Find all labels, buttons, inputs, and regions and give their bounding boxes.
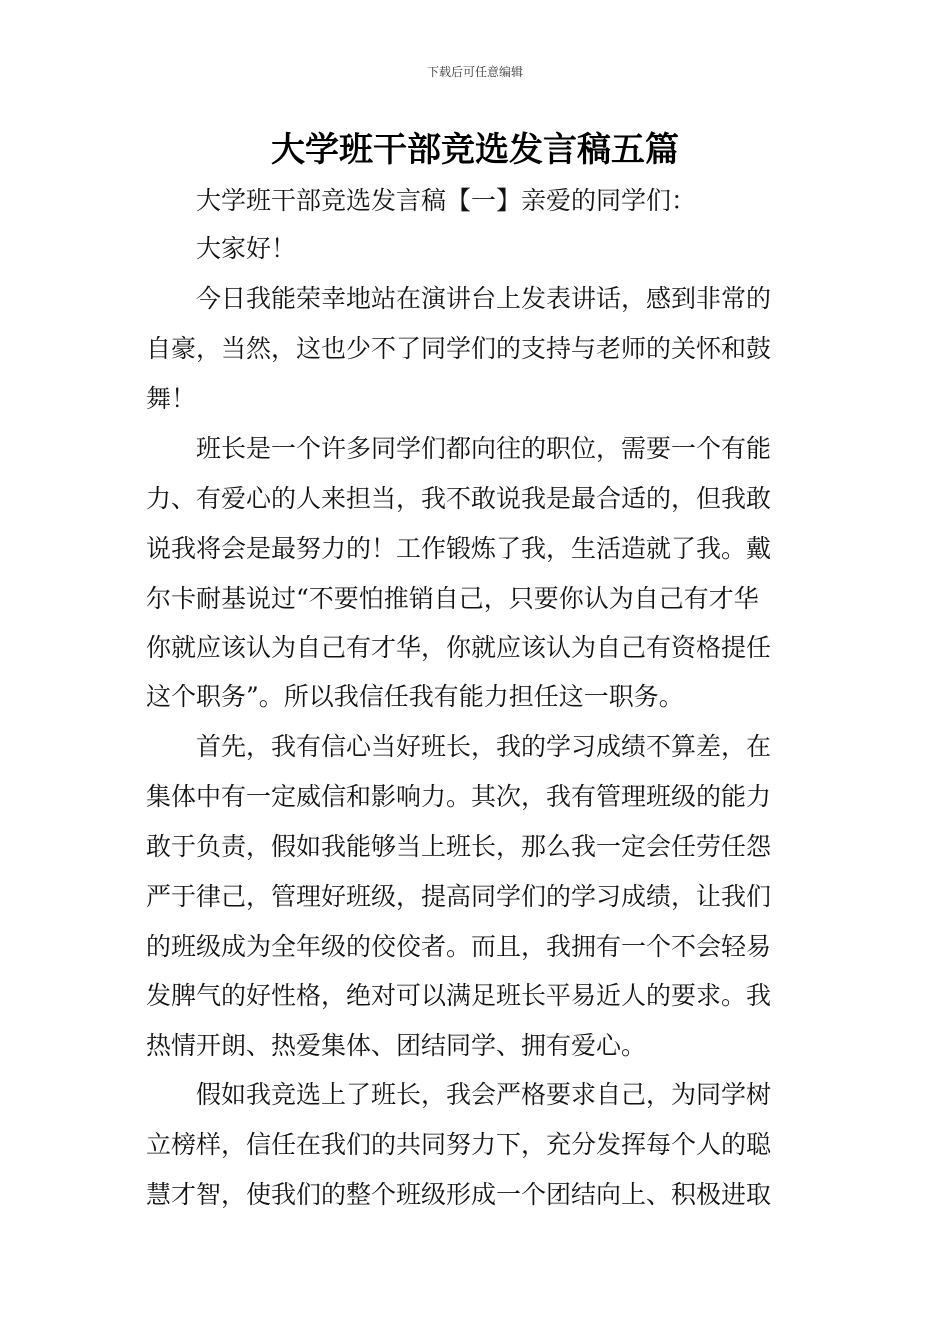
paragraph-line: 尔卡耐基说过“不要怕推销自己，只要你认为自己有才华 [146, 584, 759, 613]
paragraph-line: 班长是一个许多同学们都向往的职位，需要一个有能 [196, 434, 772, 463]
paragraph-line: 严于律己，管理好班级，提高同学们的学习成绩，让我们 [146, 882, 772, 911]
paragraph-line: 舞！ [146, 384, 197, 413]
greeting-line: 大学班干部竞选发言稿【一】亲爱的同学们： [196, 186, 697, 215]
paragraph-line: 的班级成为全年级的佼佼者。而且，我拥有一个不会轻易 [146, 932, 772, 961]
paragraph-line: 敢于负责，假如我能够当上班长，那么我一定会任劳任怨 [146, 832, 772, 861]
paragraph-line: 热情开朗、热爱集体、团结同学、拥有爱心。 [146, 1031, 647, 1060]
paragraph-line: 说我将会是最努力的！工作锻炼了我，生活造就了我。戴 [146, 534, 772, 563]
paragraph-line: 发脾气的好性格，绝对可以满足班长平易近人的要求。我 [146, 981, 772, 1010]
salutation-line: 大家好！ [196, 234, 297, 263]
page-header-note: 下载后可任意编辑 [426, 65, 523, 79]
paragraph-line: 集体中有一定威信和影响力。其次，我有管理班级的能力 [146, 782, 772, 811]
paragraph-line: 首先，我有信心当好班长，我的学习成绩不算差，在 [196, 732, 772, 761]
paragraph-line: 立榜样，信任在我们的共同努力下，充分发挥每个人的聪 [146, 1130, 772, 1159]
paragraph-line: 今日我能荣幸地站在演讲台上发表讲话，感到非常的 [196, 284, 772, 313]
paragraph-line: 假如我竞选上了班长，我会严格要求自己，为同学树 [196, 1080, 772, 1109]
document-title: 大学班干部竞选发言稿五篇 [271, 130, 679, 170]
paragraph-line: 力、有爱心的人来担当，我不敢说我是最合适的，但我敢 [146, 484, 772, 513]
paragraph-line: 自豪，当然，这也少不了同学们的支持与老师的关怀和鼓 [146, 334, 772, 363]
paragraph-line: 慧才智，使我们的整个班级形成一个团结向上、积极进取 [146, 1180, 772, 1209]
paragraph-line: 你就应该认为自己有才华，你就应该认为自己有资格提任 [146, 633, 772, 662]
paragraph-line: 这个职务”。所以我信任我有能力担任这一职务。 [146, 682, 684, 711]
